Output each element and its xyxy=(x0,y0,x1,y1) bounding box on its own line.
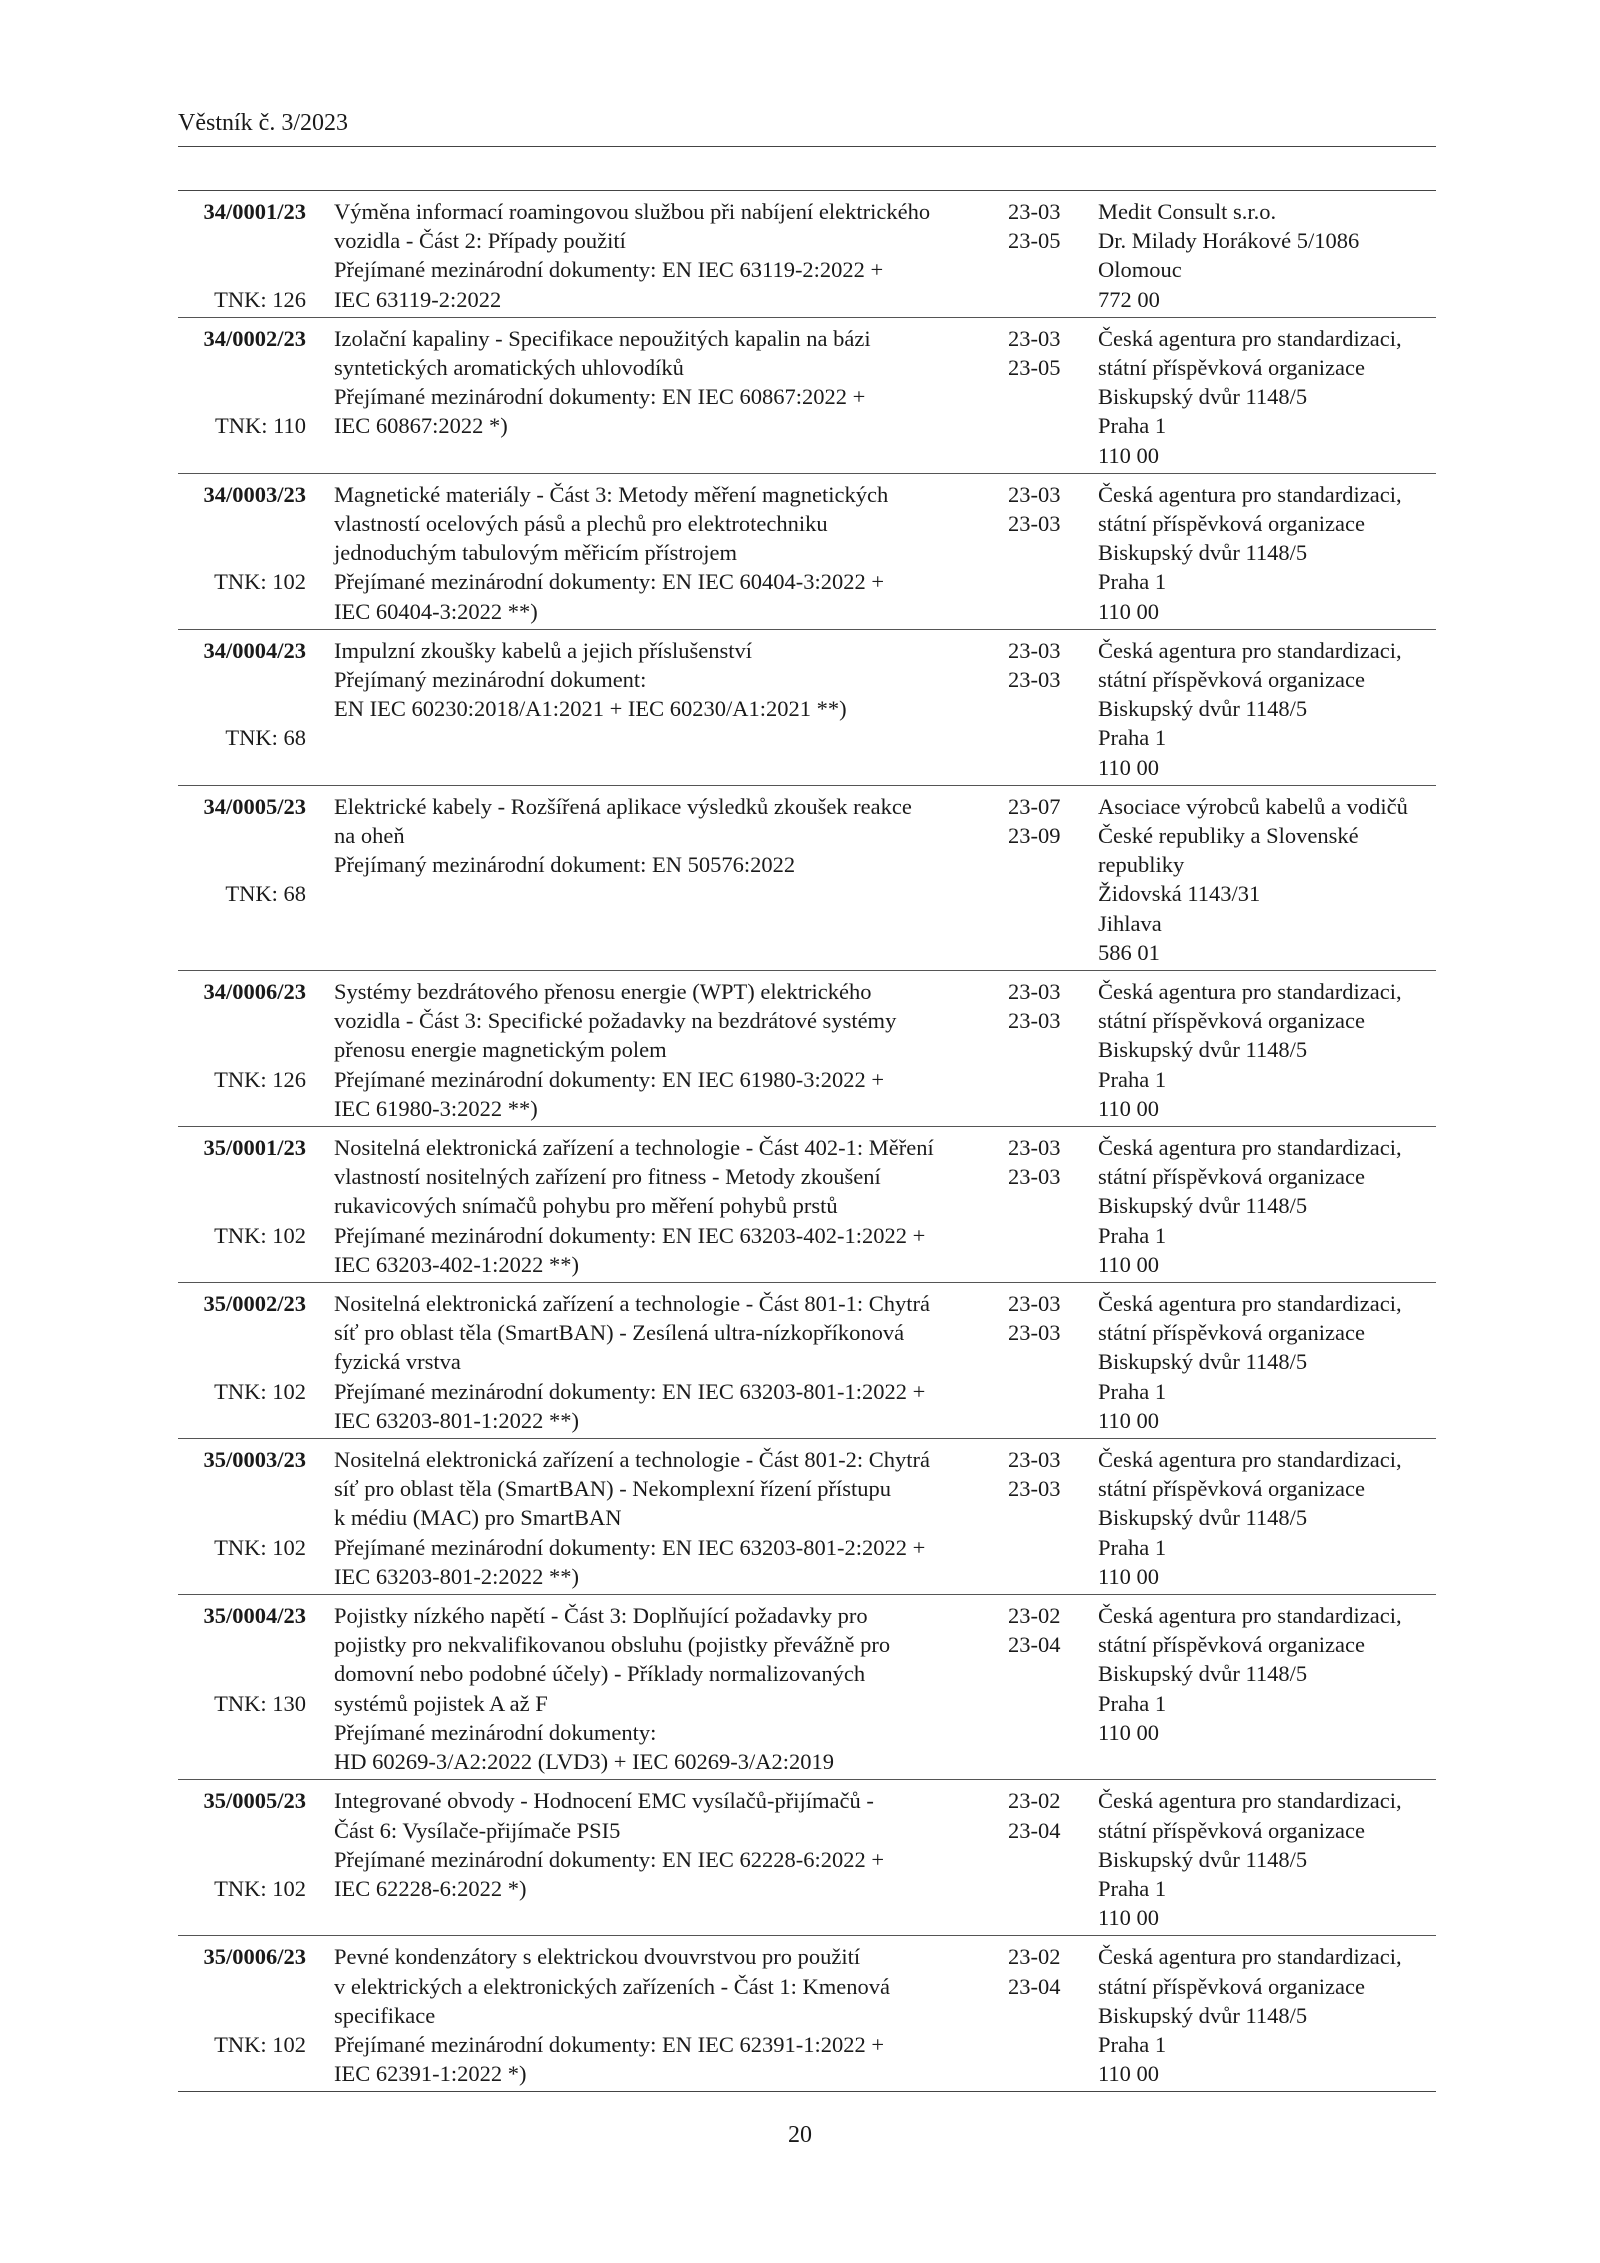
title-line: jednoduchým tabulovým měřicím přístrojem xyxy=(334,540,738,566)
title-line: Elektrické kabely - Rozšířená aplikace výsledků zkoušek reakce xyxy=(334,793,912,819)
organization-address xyxy=(1098,197,1438,314)
address-line: Česká agentura pro standardizaci, xyxy=(1098,1603,1402,1629)
dates xyxy=(1008,1942,1078,2000)
standard-title xyxy=(334,792,994,880)
title-line: vlastností ocelových pásů a plechů pro elektrotechniku xyxy=(334,511,828,537)
tnk-label: TNK: 102 xyxy=(214,1875,306,1901)
address-line: Biskupský dvůr 1148/5 xyxy=(1098,1505,1308,1531)
address-line: Biskupský dvůr 1148/5 xyxy=(1098,540,1308,566)
address-line: Biskupský dvůr 1148/5 xyxy=(1098,1037,1308,1063)
title-line: specifikace xyxy=(334,2002,436,2028)
standard-title xyxy=(334,636,994,724)
title-line: na oheň xyxy=(334,823,405,849)
address-line: Biskupský dvůr 1148/5 xyxy=(1098,1349,1308,1375)
standard-title xyxy=(334,977,994,1123)
address-line: Olomouc xyxy=(1098,257,1182,283)
table-row xyxy=(178,629,1436,785)
address-line: Česká agentura pro standardizaci, xyxy=(1098,325,1402,351)
address-line: 110 00 xyxy=(1098,1905,1160,1931)
organization-address xyxy=(1098,1133,1438,1279)
address-line: státní příspěvková organizace xyxy=(1098,1973,1365,1999)
dates xyxy=(1008,792,1078,850)
address-line: Asociace výrobců kabelů a vodičů xyxy=(1098,793,1408,819)
title-line: Přejímané mezinárodní dokumenty: EN IEC 61980-3:2022 + xyxy=(334,1066,885,1092)
dates xyxy=(1008,197,1078,255)
start-date: 23-03 xyxy=(1008,199,1061,224)
row-identifier xyxy=(178,1445,306,1591)
table-row xyxy=(178,970,1436,1126)
title-line: Systémy bezdrátového přenosu energie (WPT) elektrického xyxy=(334,979,872,1005)
row-identifier xyxy=(178,1786,306,1932)
title-line: IEC 63203-402-1:2022 **) xyxy=(334,1251,579,1277)
address-line: Biskupský dvůr 1148/5 xyxy=(1098,1661,1308,1687)
notification-code: 34/0003/23 xyxy=(203,481,306,507)
row-identifier xyxy=(178,1133,306,1279)
dates xyxy=(1008,324,1078,382)
title-line: rukavicových snímačů pohybu pro měření pohybů prstů xyxy=(334,1193,838,1219)
address-line: Praha 1 xyxy=(1098,1222,1167,1248)
end-date: 23-03 xyxy=(1008,1008,1061,1034)
title-line: Přejímané mezinárodní dokumenty: EN IEC 63203-801-2:2022 + xyxy=(334,1534,926,1560)
address-line: Praha 1 xyxy=(1098,1875,1167,1901)
address-line: 772 00 xyxy=(1098,286,1160,312)
table-row xyxy=(178,1438,1436,1594)
address-line: Česká agentura pro standardizaci, xyxy=(1098,1135,1402,1161)
end-date: 23-09 xyxy=(1008,823,1061,849)
notification-code: 34/0006/23 xyxy=(203,979,306,1005)
standard-title xyxy=(334,197,994,314)
title-line: syntetických aromatických uhlovodíků xyxy=(334,355,684,381)
notification-code: 35/0003/23 xyxy=(203,1447,306,1473)
title-line: Přejímané mezinárodní dokumenty: EN IEC 62228-6:2022 + xyxy=(334,1846,885,1872)
title-line: Pojistky nízkého napětí - Část 3: Doplňující požadavky pro xyxy=(334,1603,868,1629)
title-line: přenosu energie magnetickým polem xyxy=(334,1037,667,1063)
end-date: 23-03 xyxy=(1008,667,1061,693)
organization-address xyxy=(1098,1289,1438,1435)
address-line: Jihlava xyxy=(1098,910,1162,936)
dates xyxy=(1008,1289,1078,1347)
tnk-label: TNK: 130 xyxy=(214,1690,306,1716)
organization-address xyxy=(1098,480,1438,626)
notification-code: 35/0004/23 xyxy=(203,1603,306,1629)
title-line: vlastností nositelných zařízení pro fitness - Metody zkoušení xyxy=(334,1164,881,1190)
table-row xyxy=(178,1282,1436,1438)
title-line: Nositelná elektronická zařízení a technologie - Část 801-2: Chytrá xyxy=(334,1447,931,1473)
standard-title xyxy=(334,1445,994,1591)
address-line: státní příspěvková organizace xyxy=(1098,1008,1365,1034)
row-identifier xyxy=(178,1289,306,1435)
end-date: 23-03 xyxy=(1008,1164,1061,1190)
journal-title: Věstník č. 3/2023 xyxy=(178,110,348,136)
title-line: Nositelná elektronická zařízení a technologie - Část 402-1: Měření xyxy=(334,1135,934,1161)
start-date: 23-03 xyxy=(1008,1447,1061,1473)
title-line: IEC 60867:2022 *) xyxy=(334,413,508,439)
start-date: 23-03 xyxy=(1008,979,1061,1005)
end-date: 23-03 xyxy=(1008,1476,1061,1502)
start-date: 23-03 xyxy=(1008,637,1061,663)
address-line: státní příspěvková organizace xyxy=(1098,511,1365,537)
start-date: 23-03 xyxy=(1008,481,1061,507)
title-line: IEC 63203-801-1:2022 **) xyxy=(334,1407,579,1433)
address-line: 110 00 xyxy=(1098,598,1160,624)
end-date: 23-04 xyxy=(1008,1817,1061,1843)
title-line: Přejímané mezinárodní dokumenty: EN IEC 63203-801-1:2022 + xyxy=(334,1378,926,1404)
standard-title xyxy=(334,1133,994,1279)
title-line: Přejímané mezinárodní dokumenty: EN IEC 63119-2:2022 + xyxy=(334,257,884,283)
title-line: Přejímané mezinárodní dokumenty: EN IEC 62391-1:2022 + xyxy=(334,2031,885,2057)
title-line: Přejímané mezinárodní dokumenty: xyxy=(334,1719,657,1745)
address-line: Biskupský dvůr 1148/5 xyxy=(1098,2002,1308,2028)
title-line: Nositelná elektronická zařízení a technologie - Část 801-1: Chytrá xyxy=(334,1291,931,1317)
address-line: Praha 1 xyxy=(1098,569,1167,595)
title-line: IEC 63203-801-2:2022 **) xyxy=(334,1563,579,1589)
dates xyxy=(1008,977,1078,1035)
start-date: 23-03 xyxy=(1008,1291,1061,1317)
address-line: státní příspěvková organizace xyxy=(1098,1164,1365,1190)
dates xyxy=(1008,636,1078,694)
address-line: Praha 1 xyxy=(1098,413,1167,439)
organization-address xyxy=(1098,1786,1438,1932)
address-line: 110 00 xyxy=(1098,754,1160,780)
address-line: Biskupský dvůr 1148/5 xyxy=(1098,1846,1308,1872)
end-date: 23-03 xyxy=(1008,1320,1061,1346)
start-date: 23-07 xyxy=(1008,793,1061,819)
title-line: IEC 60404-3:2022 **) xyxy=(334,598,538,624)
address-line: Dr. Milady Horákové 5/1086 xyxy=(1098,228,1360,254)
address-line: státní příspěvková organizace xyxy=(1098,1817,1365,1843)
tnk-label: TNK: 102 xyxy=(214,569,306,595)
start-date: 23-02 xyxy=(1008,1944,1061,1970)
title-line: Výměna informací roamingovou službou při nabíjení elektrického xyxy=(334,199,931,224)
address-line: republiky xyxy=(1098,852,1185,878)
table-row xyxy=(178,1126,1436,1282)
address-line: Židovská 1143/31 xyxy=(1098,881,1261,907)
organization-address xyxy=(1098,1601,1438,1747)
address-line: Biskupský dvůr 1148/5 xyxy=(1098,1193,1308,1219)
address-line: Česká agentura pro standardizaci, xyxy=(1098,1447,1402,1473)
notification-code: 35/0002/23 xyxy=(203,1291,306,1317)
row-identifier xyxy=(178,480,306,626)
address-line: státní příspěvková organizace xyxy=(1098,1476,1365,1502)
address-line: Praha 1 xyxy=(1098,1378,1167,1404)
title-line: Přejímané mezinárodní dokumenty: EN IEC 60404-3:2022 + xyxy=(334,569,885,595)
address-line: Biskupský dvůr 1148/5 xyxy=(1098,696,1308,722)
standard-title xyxy=(334,324,994,441)
notification-code: 34/0005/23 xyxy=(203,793,306,819)
table-row xyxy=(178,1935,1436,2091)
standard-title xyxy=(334,1289,994,1435)
table-row xyxy=(178,317,1436,473)
address-line: 110 00 xyxy=(1098,1719,1160,1745)
title-line: domovní nebo podobné účely) - Příklady normalizovaných xyxy=(334,1661,866,1687)
title-line: Přejímaný mezinárodní dokument: xyxy=(334,667,647,693)
start-date: 23-03 xyxy=(1008,325,1061,351)
dates xyxy=(1008,480,1078,538)
address-line: Praha 1 xyxy=(1098,1690,1167,1716)
standard-title xyxy=(334,1601,994,1776)
address-line: 110 00 xyxy=(1098,442,1160,468)
notification-code: 35/0001/23 xyxy=(203,1135,306,1161)
dates xyxy=(1008,1786,1078,1844)
address-line: Praha 1 xyxy=(1098,1066,1167,1092)
tnk-label: TNK: 102 xyxy=(214,1534,306,1560)
tnk-label: TNK: 110 xyxy=(214,413,306,439)
end-date: 23-05 xyxy=(1008,355,1061,381)
table-row xyxy=(178,785,1436,970)
title-line: systémů pojistek A až F xyxy=(334,1690,548,1716)
organization-address xyxy=(1098,1942,1438,2088)
dates xyxy=(1008,1445,1078,1503)
title-line: IEC 62228-6:2022 *) xyxy=(334,1875,527,1901)
address-line: České republiky a Slovenské xyxy=(1098,823,1359,849)
title-line: síť pro oblast těla (SmartBAN) - Zesílená ultra-nízkopříkonová xyxy=(334,1320,905,1346)
title-line: Část 6: Vysílače-přijímače PSI5 xyxy=(334,1817,621,1843)
address-line: Česká agentura pro standardizaci, xyxy=(1098,1291,1402,1317)
address-line: Medit Consult s.r.o. xyxy=(1098,199,1277,224)
address-line: 110 00 xyxy=(1098,1563,1160,1589)
tnk-label: TNK: 126 xyxy=(214,1066,306,1092)
address-line: státní příspěvková organizace xyxy=(1098,1632,1365,1658)
title-line: vozidla - Část 3: Specifické požadavky na bezdrátové systémy xyxy=(334,1008,897,1034)
title-line: Přejímané mezinárodní dokumenty: EN IEC 60867:2022 + xyxy=(334,384,866,410)
address-line: státní příspěvková organizace xyxy=(1098,355,1365,381)
notification-code: 35/0005/23 xyxy=(203,1788,306,1814)
start-date: 23-03 xyxy=(1008,1135,1061,1161)
title-line: Přejímaný mezinárodní dokument: EN 50576:2022 xyxy=(334,852,796,878)
end-date: 23-03 xyxy=(1008,511,1061,537)
organization-address xyxy=(1098,977,1438,1123)
organization-address xyxy=(1098,324,1438,470)
title-line: Izolační kapaliny - Specifikace nepoužitých kapalin na bázi xyxy=(334,325,871,351)
end-date: 23-05 xyxy=(1008,228,1061,254)
standard-title xyxy=(334,1942,994,2088)
row-identifier xyxy=(178,1601,306,1776)
table-row xyxy=(178,473,1436,629)
tnk-label: TNK: 126 xyxy=(214,286,306,312)
notification-code: 34/0004/23 xyxy=(203,637,306,663)
title-line: IEC 63119-2:2022 xyxy=(334,286,502,312)
address-line: Česká agentura pro standardizaci, xyxy=(1098,637,1402,663)
title-line: EN IEC 60230:2018/A1:2021 + IEC 60230/A1:2021 **) xyxy=(334,696,847,722)
title-line: síť pro oblast těla (SmartBAN) - Nekomplexní řízení přístupu xyxy=(334,1476,892,1502)
tnk-label: TNK: 102 xyxy=(214,1378,306,1404)
address-line: 110 00 xyxy=(1098,1251,1160,1277)
address-line: 110 00 xyxy=(1098,2061,1160,2087)
table-row xyxy=(178,191,1436,317)
address-line: Česká agentura pro standardizaci, xyxy=(1098,1788,1402,1814)
notification-code: 34/0001/23 xyxy=(203,199,306,224)
title-line: v elektrických a elektronických zařízeních - Část 1: Kmenová xyxy=(334,1973,891,1999)
row-identifier xyxy=(178,636,306,782)
address-line: Praha 1 xyxy=(1098,1534,1167,1560)
row-identifier xyxy=(178,324,306,470)
address-line: Česká agentura pro standardizaci, xyxy=(1098,1944,1402,1970)
row-identifier xyxy=(178,197,306,314)
start-date: 23-02 xyxy=(1008,1788,1061,1814)
title-line: vozidla - Část 2: Případy použití xyxy=(334,228,626,254)
title-line: IEC 62391-1:2022 *) xyxy=(334,2061,527,2087)
address-line: 586 01 xyxy=(1098,939,1160,965)
title-line: k médiu (MAC) pro SmartBAN xyxy=(334,1505,622,1531)
end-date: 23-04 xyxy=(1008,1973,1061,1999)
tnk-label: TNK: 68 xyxy=(225,881,306,907)
title-line: Magnetické materiály - Část 3: Metody měření magnetických xyxy=(334,481,889,507)
table-row xyxy=(178,1779,1436,1935)
notification-code: 34/0002/23 xyxy=(203,325,306,351)
tnk-label: TNK: 102 xyxy=(214,1222,306,1248)
address-line: Praha 1 xyxy=(1098,2031,1167,2057)
address-line: Česká agentura pro standardizaci, xyxy=(1098,979,1402,1005)
standard-title xyxy=(334,480,994,626)
address-line: Česká agentura pro standardizaci, xyxy=(1098,481,1402,507)
address-line: 110 00 xyxy=(1098,1095,1160,1121)
address-line: státní příspěvková organizace xyxy=(1098,1320,1365,1346)
title-line: fyzická vrstva xyxy=(334,1349,461,1375)
title-line: Pevné kondenzátory s elektrickou dvouvrstvou pro použití xyxy=(334,1944,861,1970)
title-line: HD 60269-3/A2:2022 (LVD3) + IEC 60269-3/A2:2019 xyxy=(334,1749,834,1775)
organization-address xyxy=(1098,1445,1438,1591)
title-line: Impulzní zkoušky kabelů a jejich příslušenství xyxy=(334,637,753,663)
tnk-label: TNK: 102 xyxy=(214,2031,306,2057)
row-identifier xyxy=(178,977,306,1123)
standards-table xyxy=(178,190,1436,2092)
table-row xyxy=(178,1594,1436,1779)
address-line: Biskupský dvůr 1148/5 xyxy=(1098,384,1308,410)
title-line: Integrované obvody - Hodnocení EMC vysílačů-přijímačů - xyxy=(334,1788,874,1814)
tnk-label: TNK: 68 xyxy=(225,725,306,751)
dates xyxy=(1008,1133,1078,1191)
standard-title xyxy=(334,1786,994,1903)
start-date: 23-02 xyxy=(1008,1603,1061,1629)
address-line: 110 00 xyxy=(1098,1407,1160,1433)
address-line: Praha 1 xyxy=(1098,725,1167,751)
organization-address xyxy=(1098,792,1438,967)
end-date: 23-04 xyxy=(1008,1632,1061,1658)
row-identifier xyxy=(178,792,306,967)
address-line: státní příspěvková organizace xyxy=(1098,667,1365,693)
page-header xyxy=(178,110,1436,147)
dates xyxy=(1008,1601,1078,1659)
organization-address xyxy=(1098,636,1438,782)
row-identifier xyxy=(178,1942,306,2088)
page-number: 20 xyxy=(788,2122,812,2148)
title-line: Přejímané mezinárodní dokumenty: EN IEC 63203-402-1:2022 + xyxy=(334,1222,926,1248)
title-line: IEC 61980-3:2022 **) xyxy=(334,1095,538,1121)
title-line: pojistky pro nekvalifikovanou obsluhu (pojistky převážně pro xyxy=(334,1632,891,1658)
notification-code: 35/0006/23 xyxy=(203,1944,306,1970)
